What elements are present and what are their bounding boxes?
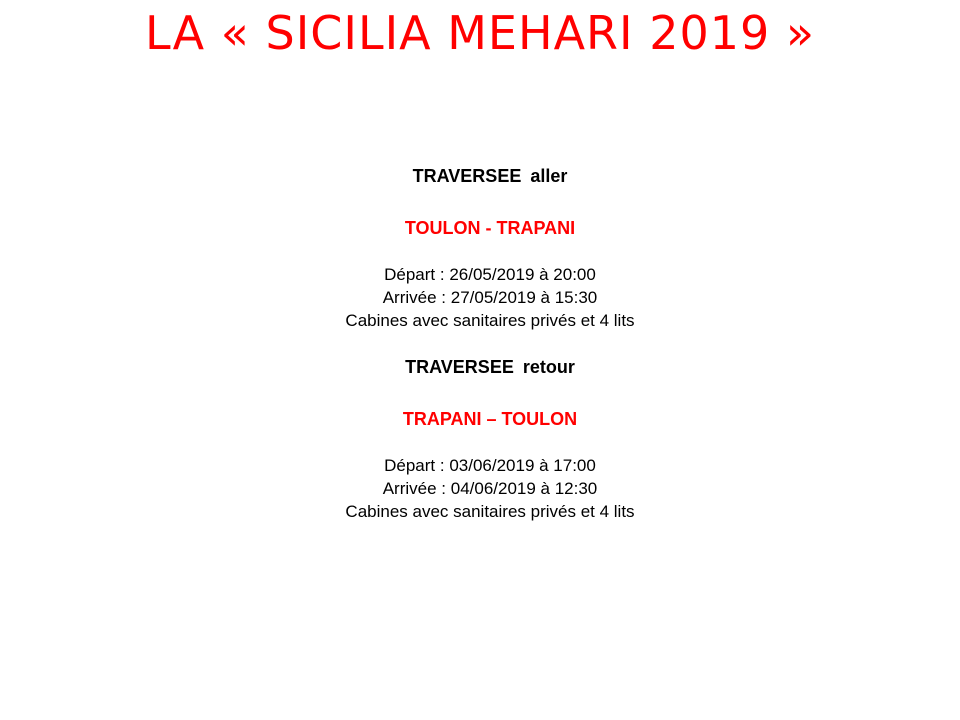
outbound-details <box>230 263 750 332</box>
return-details <box>230 454 750 523</box>
outbound-section <box>230 164 750 332</box>
return-cabins: Cabines avec sanitaires privés et 4 lits <box>345 502 635 521</box>
outbound-cabins: Cabines avec sanitaires privés et 4 lits <box>345 311 635 330</box>
return-section <box>230 355 750 523</box>
return-departure: Départ : 03/06/2019 à 17:00 <box>384 456 596 475</box>
return-heading: TRAVERSEE retour <box>405 357 575 377</box>
outbound-route: TOULON - TRAPANI <box>404 218 576 238</box>
outbound-heading: TRAVERSEE aller <box>412 166 568 186</box>
crossing-details <box>230 164 750 523</box>
return-route: TRAPANI – TOULON <box>402 409 578 429</box>
outbound-departure: Départ : 26/05/2019 à 20:00 <box>384 265 596 284</box>
outbound-arrival: Arrivée : 27/05/2019 à 15:30 <box>382 288 598 307</box>
return-arrival: Arrivée : 04/06/2019 à 12:30 <box>382 479 598 498</box>
page-title: LA « SICILIA MEHARI 2019 » <box>144 6 816 60</box>
